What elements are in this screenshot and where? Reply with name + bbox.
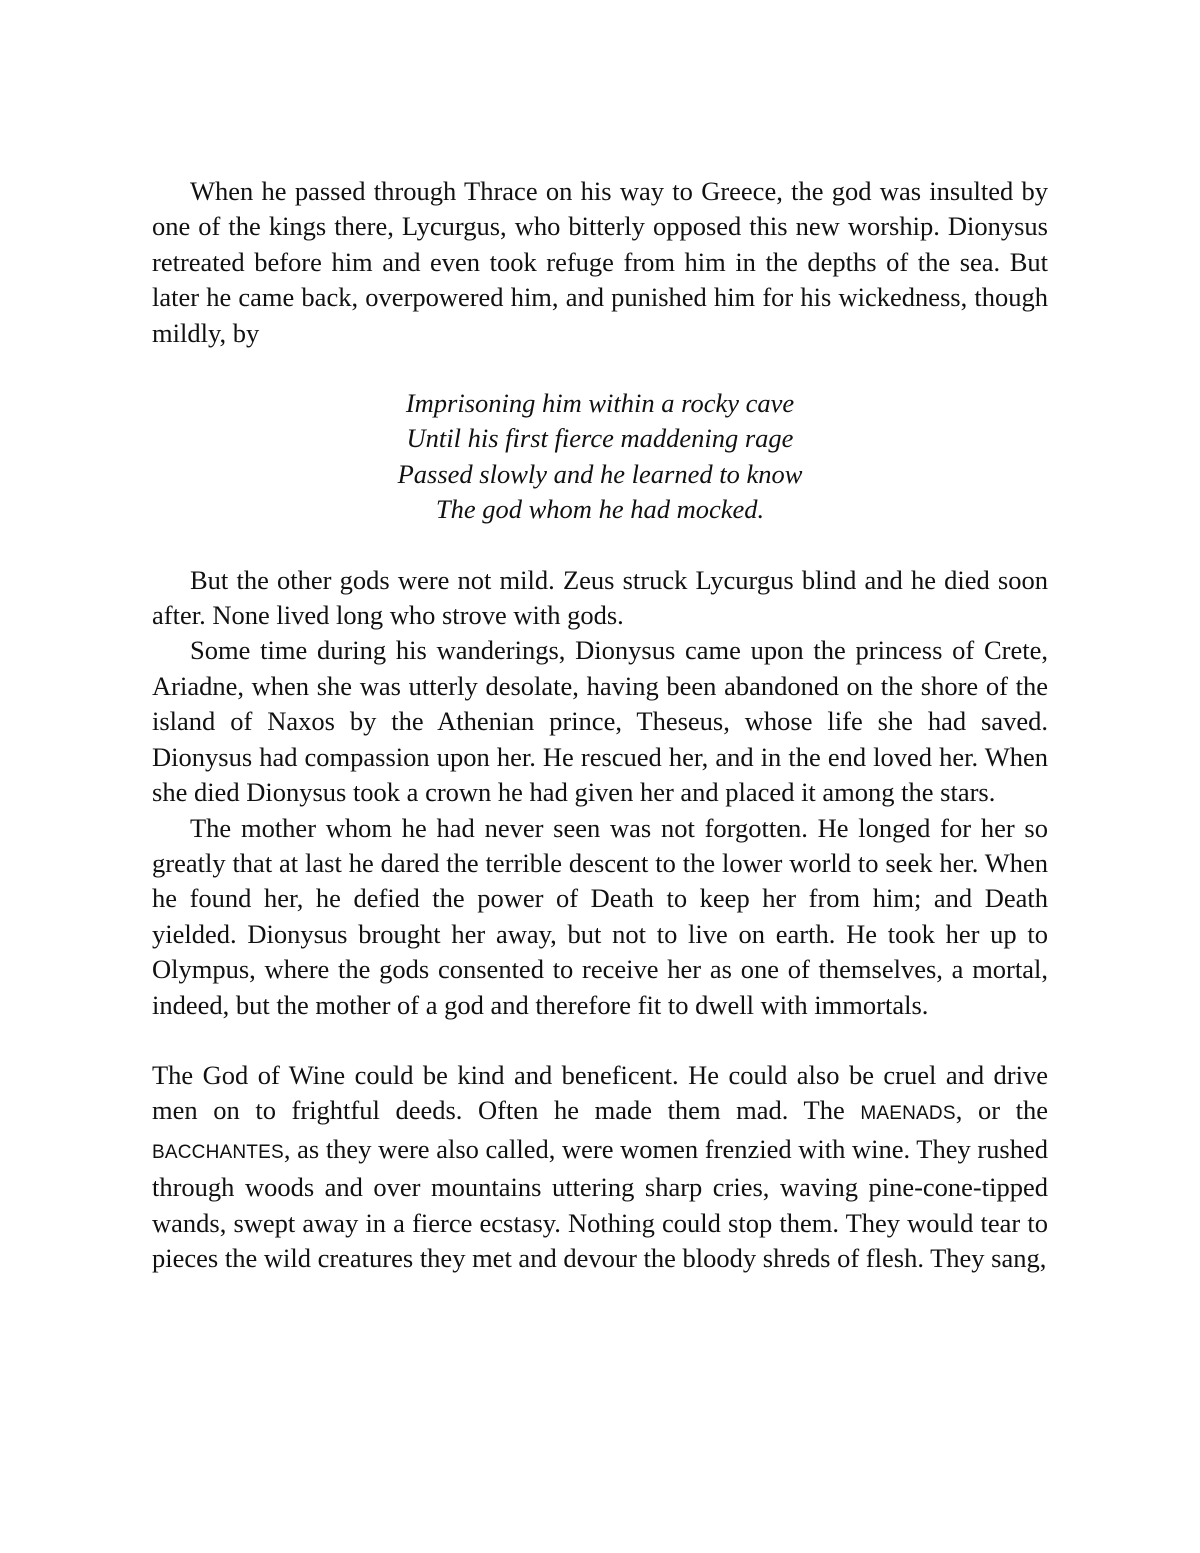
document-page xyxy=(152,174,1048,1276)
paragraph-lycurgus: When he passed through Thrace on his way to Greece, the god was insulted by one of the kings there, Lycurgus, who bitterly opposed this new worship. Dionysus retreated before him and even took refuge from him in the depths of the sea. But later he came back, overpowered him, and punished him for his wickedness, though mildly, by xyxy=(152,176,1048,348)
term-bacchantes: BACCHANTES xyxy=(152,1141,284,1163)
paragraph-mother: The mother whom he had never seen was not forgotten. He longed for her so greatly that at last he dared the terrible descent to the lower world to seek her. When he found her, he defied the power of Death to keep her from him; and Death yielded. Dionysus brought her away, but not to live on earth. He took her up to Olympus, where the gods consented to receive her as one of themselves, a mortal, indeed, but the mother of a god and therefore fit to dwell with immortals. xyxy=(152,812,1048,1020)
verse-block xyxy=(152,386,1048,528)
text-segment: The God of Wine could be kind and beneficent. He could also be cruel and drive men on to frightful deeds. Often he made them mad. The xyxy=(152,1059,1048,1126)
paragraph-ariadne: Some time during his wanderings, Dionysus came upon the princess of Crete, Ariadne, when she was utterly desolate, having been abandoned on the shore of the island of Naxos by the Athenian prince, Theseus, whose life she had saved. Dionysus had compassion upon her. He rescued her, and in the end loved her. When she died Dionysus took a crown he had given her and placed it among the stars. xyxy=(152,635,1048,808)
verse-line-4: The god whom he had mocked. xyxy=(435,494,765,525)
term-maenads: MAENADS xyxy=(860,1103,956,1125)
verse-line-3: Passed slowly and he learned to know xyxy=(397,458,803,489)
verse-line-1: Imprisoning him within a rocky cave xyxy=(405,388,795,419)
text-segment: , as they were also called, were women frenzied with wine. They rushed through woods and over mountains uttering sharp cries, waving pine-cone-tipped wands, swept away in a fierce ecstasy. Nothing could stop them. They would tear to pieces the wild creatures they met and devour the bloody shreds of flesh. They sang, xyxy=(152,1133,1048,1273)
paragraph-other-gods: But the other gods were not mild. Zeus struck Lycurgus blind and he died soon after. None lived long who strove with gods. xyxy=(152,564,1048,631)
text-segment: , or the xyxy=(955,1095,1048,1126)
verse-line-2: Until his first fierce maddening rage xyxy=(406,423,794,454)
paragraph-god-of-wine xyxy=(152,1058,1048,1276)
